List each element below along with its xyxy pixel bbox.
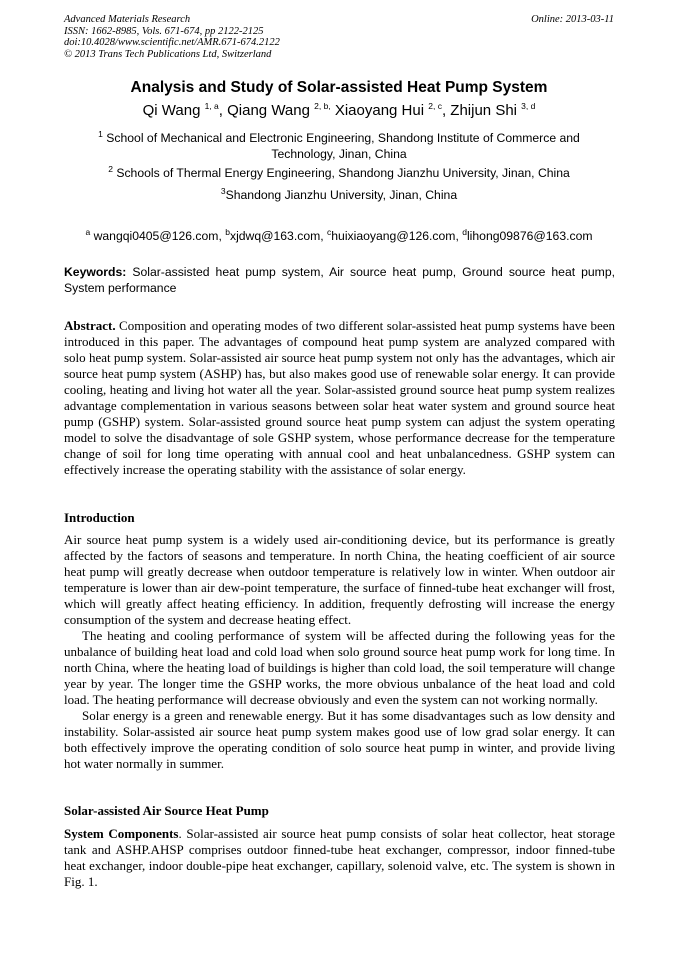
issn-line: ISSN: 1662-8985, Vols. 671-674, pp 2122-2125 [64,25,264,37]
paragraph: Solar energy is a green and renewable energy. But it has some disadvantages such as low density and instability. Solar-assisted air source heat pump system makes good use of low grad solar energy. It can both effectively improve the operating condition of solo source heat pump in winter, and provide living hot water normally in summer. [64,708,615,771]
email-address[interactable]: lihong09876@163.com [466,229,593,243]
affiliation-text: Schools of Thermal Energy Engineering, Shandong Jianzhu University, Jinan, China [116,166,570,180]
email-list [60,226,618,245]
affiliation-text: Shandong Jianzhu University, Jinan, China [225,188,458,202]
section-body [64,826,615,890]
affiliation-sup: 3 [220,185,226,196]
journal-name: Advanced Materials Research [64,14,191,25]
author-sup: 3, d [521,101,536,111]
abstract-text: Composition and operating modes of two different solar-assisted heat pump systems have been introduced in this paper. The advantages of compound heat pump system are analyzed compared with solo heat pump system. Solar-assisted air source heat pump system not only has the advantages, which air source heat pump system (ASHP) has, but also makes good use of renewable solar energy. It can provide cooling, heating and living hot water all the year. Solar-assisted ground source heat pump system realizes advantage complementation in various seasons between solar heat water system and ground source heat pump (GSHP) system. Solar-assisted ground source heat pump system can adjust the system operating model to solve the disadvantage of sole GSHP system, whose performance decrease for the temperature change of soil for long time operating with annual cool and heat unbalancedness. GSHP system can effectively increase the operating stability with the assistance of solar energy. [64,318,615,477]
abstract [64,318,615,478]
email-address[interactable]: xjdwq@163.com, [229,229,324,243]
author-list: Qi Wang $^{1, a}$, Qiang Wang $^{2, b,}$ Xiaoyang Hui $^{2, c}$, Zhijun Shi $^{3, d}$ [142,101,536,119]
author-sup: 2, c [428,101,442,111]
paragraph: The heating and cooling performance of system will be affected during the following yeas for the unbalance of building heat load and cold load when solo ground source heat pump work for long time. In north China, where the heating load of buildings is higher than cold load, the soil temperature will change year by year. The longer time the GSHP works, the more obvious unbalance of the heat load and cold load. The heating performance will decrease obviously and even the system can not working normally. [64,628,615,707]
affiliation-sup: 2 [108,163,113,174]
paper-title: Analysis and Study of Solar-assisted Heat Pump System [130,79,548,96]
subsection-label: System Components [64,826,179,841]
online-date: Online: 2013-03-11 [531,14,614,25]
author-name: Qi Wang [142,102,201,119]
author-sup: 1, a [204,101,219,111]
affiliation-2 [86,163,592,182]
author-name: Xiaoyang Hui [334,102,425,119]
paragraph: Air source heat pump system is a widely used air-conditioning device, but its performance is greatly affected by the factors of seasons and temperature. In north China, the heating coefficient of air source heat pump will greatly decrease when outdoor temperature is relatively low in winter. When outdoor air temperature is lower than air dew-point temperature, the surface of finned-tube heat exchanger will frost, which will greatly affect heating efficiency. In addition, frequently defrosting will increase the energy consumption of the system and decrease heating effect. [64,532,615,627]
keywords [64,265,615,296]
email-sup: a [85,226,91,237]
copyright-line: © 2013 Trans Tech Publications Ltd, Switzerland [64,48,272,60]
email-address[interactable]: huixiaoyang@126.com, [331,229,459,243]
email-sup: b [225,226,230,237]
introduction-body [64,532,615,772]
section-heading: Solar-assisted Air Source Heat Pump [64,803,269,818]
abstract-label: Abstract. [64,318,116,333]
introduction-heading: Introduction [64,510,135,525]
email-address[interactable]: wangqi0405@126.com, [93,229,222,243]
keywords-label: Keywords: [64,265,127,279]
affiliation-sup: 1 [98,128,103,139]
email-sup: d [462,226,467,237]
keywords-text: Solar-assisted heat pump system, Air source heat pump, Ground source heat pump, System performance [64,265,615,295]
author-sup: 2, b, [314,101,331,111]
doi-line: doi:10.4028/www.scientific.net/AMR.671-674.2122 [64,37,280,48]
section-text: . Solar-assisted air source heat pump consists of solar heat collector, heat storage tank and ASHP.AHSP comprises outdoor finned-tube heat exchanger, compressor, indoor finned-tube heat exchanger, indoor double-pipe heat exchanger, capillary, solenoid valve, etc. The system is shown in Fig. 1. [64,826,615,889]
affiliation-text: School of Mechanical and Electronic Engineering, Shandong Institute of Commerce and Technology, Jinan, China [106,131,580,161]
affiliation-3 [86,185,592,204]
author-name: Zhijun Shi [450,102,517,119]
journal-header [64,14,280,60]
affiliation-1 [86,128,592,162]
email-sup: c [327,226,332,237]
author-name: Qiang Wang [227,102,310,119]
